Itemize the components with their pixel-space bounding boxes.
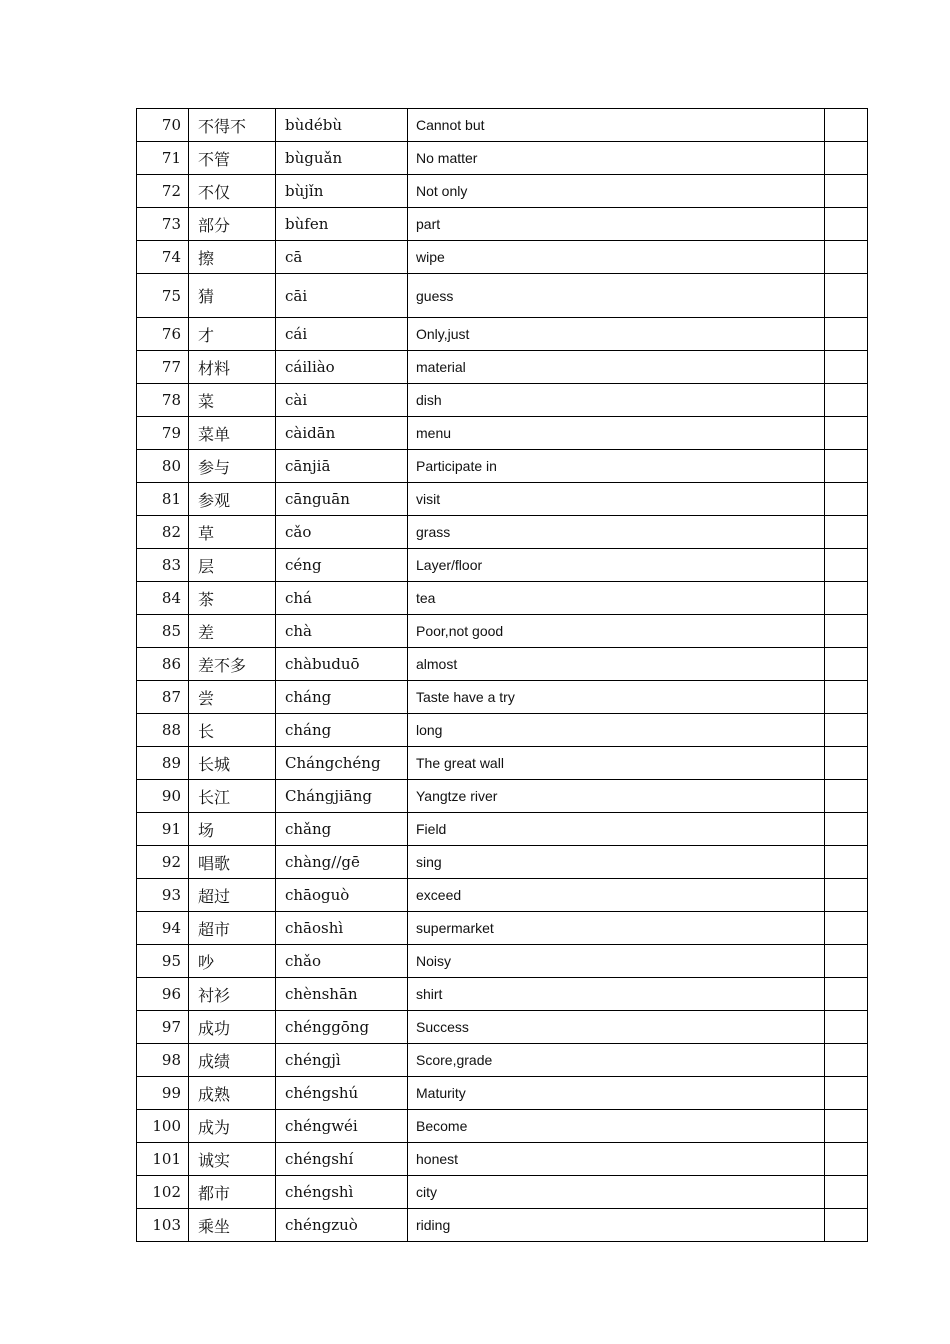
english-cell: Score,grade <box>408 1044 825 1077</box>
hanzi-cell: 长江 <box>189 780 276 813</box>
empty-cell <box>825 648 868 681</box>
row-number: 81 <box>137 483 189 516</box>
hanzi-cell: 参与 <box>189 450 276 483</box>
hanzi-cell: 成为 <box>189 1110 276 1143</box>
pinyin-cell: cāi <box>276 274 408 318</box>
row-number: 86 <box>137 648 189 681</box>
pinyin-cell: chéngwéi <box>276 1110 408 1143</box>
english-cell: material <box>408 351 825 384</box>
table-row <box>137 450 868 483</box>
english-cell: Noisy <box>408 945 825 978</box>
table-row <box>137 109 868 142</box>
empty-cell <box>825 241 868 274</box>
english-cell: Maturity <box>408 1077 825 1110</box>
pinyin-cell: chènshān <box>276 978 408 1011</box>
row-number: 98 <box>137 1044 189 1077</box>
pinyin-cell: cā <box>276 241 408 274</box>
pinyin-cell: chàng//gē <box>276 846 408 879</box>
table-row <box>137 175 868 208</box>
row-number: 71 <box>137 142 189 175</box>
english-cell: guess <box>408 274 825 318</box>
empty-cell <box>825 582 868 615</box>
row-number: 85 <box>137 615 189 648</box>
empty-cell <box>825 483 868 516</box>
table-row <box>137 549 868 582</box>
table-row <box>137 384 868 417</box>
empty-cell <box>825 109 868 142</box>
empty-cell <box>825 1176 868 1209</box>
empty-cell <box>825 417 868 450</box>
hanzi-cell: 擦 <box>189 241 276 274</box>
hanzi-cell: 差不多 <box>189 648 276 681</box>
table-row <box>137 681 868 714</box>
hanzi-cell: 层 <box>189 549 276 582</box>
empty-cell <box>825 681 868 714</box>
pinyin-cell: bùguǎn <box>276 142 408 175</box>
hanzi-cell: 不仅 <box>189 175 276 208</box>
english-cell: supermarket <box>408 912 825 945</box>
vocabulary-table <box>136 108 868 1242</box>
table-row <box>137 879 868 912</box>
english-cell: Success <box>408 1011 825 1044</box>
hanzi-cell: 场 <box>189 813 276 846</box>
english-cell: riding <box>408 1209 825 1242</box>
pinyin-cell: chéngjì <box>276 1044 408 1077</box>
hanzi-cell: 尝 <box>189 681 276 714</box>
english-cell: The great wall <box>408 747 825 780</box>
hanzi-cell: 不管 <box>189 142 276 175</box>
english-cell: Poor,not good <box>408 615 825 648</box>
pinyin-cell: chéngshú <box>276 1077 408 1110</box>
table-row <box>137 648 868 681</box>
pinyin-cell: cài <box>276 384 408 417</box>
row-number: 74 <box>137 241 189 274</box>
empty-cell <box>825 747 868 780</box>
empty-cell <box>825 978 868 1011</box>
empty-cell <box>825 208 868 241</box>
pinyin-cell: chénggōng <box>276 1011 408 1044</box>
table-row <box>137 241 868 274</box>
table-row <box>137 208 868 241</box>
pinyin-cell: chéngshí <box>276 1143 408 1176</box>
pinyin-cell: cái <box>276 318 408 351</box>
pinyin-cell: cānguān <box>276 483 408 516</box>
hanzi-cell: 衬衫 <box>189 978 276 1011</box>
empty-cell <box>825 318 868 351</box>
hanzi-cell: 部分 <box>189 208 276 241</box>
empty-cell <box>825 780 868 813</box>
row-number: 78 <box>137 384 189 417</box>
row-number: 91 <box>137 813 189 846</box>
pinyin-cell: chàbuduō <box>276 648 408 681</box>
english-cell: Taste have a try <box>408 681 825 714</box>
empty-cell <box>825 879 868 912</box>
row-number: 95 <box>137 945 189 978</box>
row-number: 88 <box>137 714 189 747</box>
table-row <box>137 747 868 780</box>
hanzi-cell: 菜 <box>189 384 276 417</box>
english-cell: dish <box>408 384 825 417</box>
row-number: 96 <box>137 978 189 1011</box>
row-number: 77 <box>137 351 189 384</box>
pinyin-cell: chǎng <box>276 813 408 846</box>
english-cell: menu <box>408 417 825 450</box>
pinyin-cell: bùfen <box>276 208 408 241</box>
pinyin-cell: cáiliào <box>276 351 408 384</box>
row-number: 80 <box>137 450 189 483</box>
pinyin-cell: cháng <box>276 681 408 714</box>
table-row <box>137 318 868 351</box>
pinyin-cell: bùdébù <box>276 109 408 142</box>
english-cell: visit <box>408 483 825 516</box>
row-number: 92 <box>137 846 189 879</box>
empty-cell <box>825 1077 868 1110</box>
table-row <box>137 846 868 879</box>
pinyin-cell: chà <box>276 615 408 648</box>
english-cell: Cannot but <box>408 109 825 142</box>
hanzi-cell: 成绩 <box>189 1044 276 1077</box>
english-cell: part <box>408 208 825 241</box>
empty-cell <box>825 912 868 945</box>
hanzi-cell: 长城 <box>189 747 276 780</box>
english-cell: honest <box>408 1143 825 1176</box>
row-number: 94 <box>137 912 189 945</box>
english-cell: city <box>408 1176 825 1209</box>
table-row <box>137 1176 868 1209</box>
table-row <box>137 912 868 945</box>
hanzi-cell: 都市 <box>189 1176 276 1209</box>
table-row <box>137 780 868 813</box>
row-number: 75 <box>137 274 189 318</box>
pinyin-cell: cǎo <box>276 516 408 549</box>
table-row <box>137 1209 868 1242</box>
row-number: 93 <box>137 879 189 912</box>
table-row <box>137 417 868 450</box>
row-number: 84 <box>137 582 189 615</box>
hanzi-cell: 成功 <box>189 1011 276 1044</box>
english-cell: Only,just <box>408 318 825 351</box>
table-row <box>137 582 868 615</box>
english-cell: shirt <box>408 978 825 1011</box>
hanzi-cell: 成熟 <box>189 1077 276 1110</box>
hanzi-cell: 菜单 <box>189 417 276 450</box>
row-number: 89 <box>137 747 189 780</box>
english-cell: Yangtze river <box>408 780 825 813</box>
table-row <box>137 945 868 978</box>
row-number: 72 <box>137 175 189 208</box>
pinyin-cell: Chángchéng <box>276 747 408 780</box>
hanzi-cell: 材料 <box>189 351 276 384</box>
empty-cell <box>825 351 868 384</box>
hanzi-cell: 诚实 <box>189 1143 276 1176</box>
pinyin-cell: chéngshì <box>276 1176 408 1209</box>
pinyin-cell: chéngzuò <box>276 1209 408 1242</box>
english-cell: grass <box>408 516 825 549</box>
hanzi-cell: 吵 <box>189 945 276 978</box>
row-number: 97 <box>137 1011 189 1044</box>
empty-cell <box>825 142 868 175</box>
row-number: 82 <box>137 516 189 549</box>
pinyin-cell: chāoshì <box>276 912 408 945</box>
table-row <box>137 1143 868 1176</box>
row-number: 79 <box>137 417 189 450</box>
english-cell: sing <box>408 846 825 879</box>
hanzi-cell: 长 <box>189 714 276 747</box>
table-row <box>137 978 868 1011</box>
pinyin-cell: cānjiā <box>276 450 408 483</box>
row-number: 87 <box>137 681 189 714</box>
empty-cell <box>825 1011 868 1044</box>
pinyin-cell: chāoguò <box>276 879 408 912</box>
table-row <box>137 1110 868 1143</box>
pinyin-cell: càidān <box>276 417 408 450</box>
hanzi-cell: 才 <box>189 318 276 351</box>
hanzi-cell: 超市 <box>189 912 276 945</box>
row-number: 73 <box>137 208 189 241</box>
empty-cell <box>825 450 868 483</box>
empty-cell <box>825 1044 868 1077</box>
empty-cell <box>825 175 868 208</box>
row-number: 101 <box>137 1143 189 1176</box>
english-cell: Field <box>408 813 825 846</box>
table-row <box>137 483 868 516</box>
english-cell: almost <box>408 648 825 681</box>
english-cell: Participate in <box>408 450 825 483</box>
pinyin-cell: céng <box>276 549 408 582</box>
hanzi-cell: 草 <box>189 516 276 549</box>
empty-cell <box>825 1110 868 1143</box>
english-cell: exceed <box>408 879 825 912</box>
empty-cell <box>825 1209 868 1242</box>
empty-cell <box>825 1143 868 1176</box>
english-cell: long <box>408 714 825 747</box>
row-number: 70 <box>137 109 189 142</box>
empty-cell <box>825 384 868 417</box>
table-row <box>137 615 868 648</box>
empty-cell <box>825 516 868 549</box>
empty-cell <box>825 615 868 648</box>
pinyin-cell: chá <box>276 582 408 615</box>
english-cell: Not only <box>408 175 825 208</box>
empty-cell <box>825 714 868 747</box>
vocabulary-table-body <box>137 109 868 1242</box>
empty-cell <box>825 846 868 879</box>
english-cell: tea <box>408 582 825 615</box>
pinyin-cell: Chángjiāng <box>276 780 408 813</box>
empty-cell <box>825 549 868 582</box>
pinyin-cell: chǎo <box>276 945 408 978</box>
table-row <box>137 1011 868 1044</box>
hanzi-cell: 不得不 <box>189 109 276 142</box>
empty-cell <box>825 274 868 318</box>
empty-cell <box>825 813 868 846</box>
row-number: 102 <box>137 1176 189 1209</box>
table-row <box>137 813 868 846</box>
table-row <box>137 274 868 318</box>
english-cell: Layer/floor <box>408 549 825 582</box>
english-cell: No matter <box>408 142 825 175</box>
pinyin-cell: cháng <box>276 714 408 747</box>
hanzi-cell: 乘坐 <box>189 1209 276 1242</box>
table-row <box>137 714 868 747</box>
hanzi-cell: 茶 <box>189 582 276 615</box>
hanzi-cell: 超过 <box>189 879 276 912</box>
table-row <box>137 351 868 384</box>
table-row <box>137 1077 868 1110</box>
empty-cell <box>825 945 868 978</box>
english-cell: wipe <box>408 241 825 274</box>
table-row <box>137 1044 868 1077</box>
hanzi-cell: 唱歌 <box>189 846 276 879</box>
row-number: 90 <box>137 780 189 813</box>
hanzi-cell: 差 <box>189 615 276 648</box>
hanzi-cell: 猜 <box>189 274 276 318</box>
row-number: 100 <box>137 1110 189 1143</box>
hanzi-cell: 参观 <box>189 483 276 516</box>
row-number: 76 <box>137 318 189 351</box>
pinyin-cell: bùjǐn <box>276 175 408 208</box>
row-number: 99 <box>137 1077 189 1110</box>
row-number: 83 <box>137 549 189 582</box>
english-cell: Become <box>408 1110 825 1143</box>
table-row <box>137 516 868 549</box>
row-number: 103 <box>137 1209 189 1242</box>
table-row <box>137 142 868 175</box>
